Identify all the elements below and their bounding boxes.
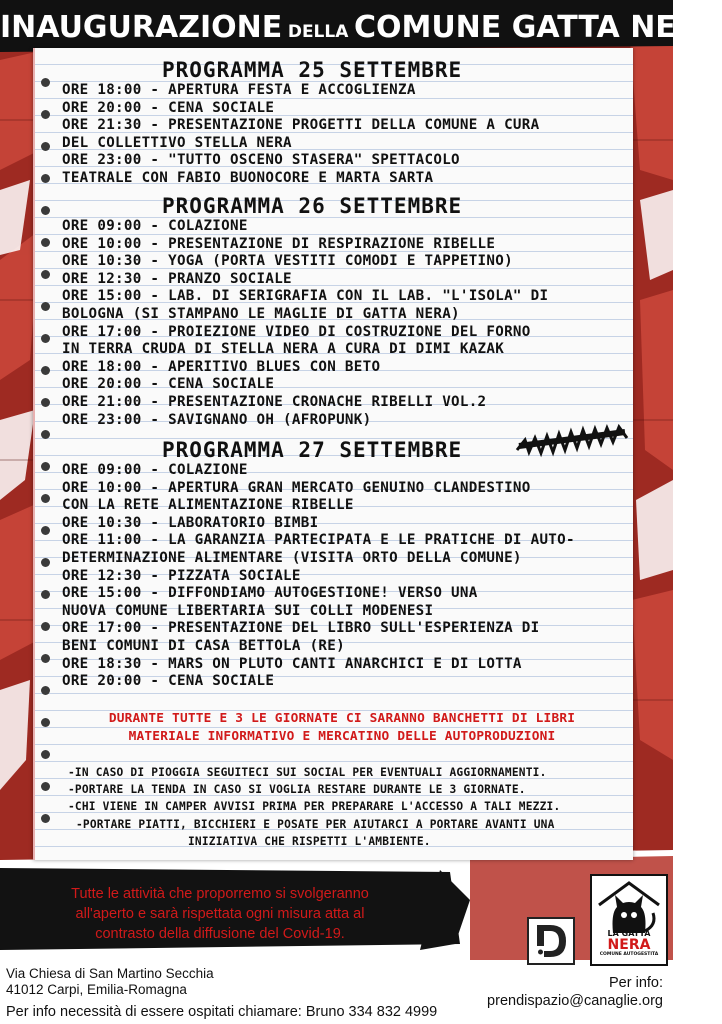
program-line: ORE 18:30 - MARS ON PLUTO CANTI ANARCHICI E DI LOTTA [62, 655, 522, 672]
program-line: ORE 09:00 - COLAZIONE [62, 218, 248, 234]
program-line: ORE 18:00 - APERTURA FESTA E ACCOGLIENZA [62, 82, 416, 98]
binder-hole [41, 78, 50, 87]
program-line: DETERMINAZIONE ALIMENTARE (VISITA ORTO DELLA COMUNE) [62, 549, 522, 566]
program-title: PROGRAMMA 26 SETTEMBRE [162, 194, 463, 218]
notice-line: DURANTE TUTTE E 3 LE GIORNATE CI SARANNO BANCHETTI DI LIBRI [108, 711, 576, 726]
binder-hole [41, 142, 50, 151]
covid-line: all'aperto e sarà rispettata ogni misura atta al [75, 906, 365, 922]
note-line: -PORTARE PIATTI, BICCHIERI E POSATE PER AIUTARCI A PORTARE AVANTI UNA [76, 817, 555, 831]
program-line: ORE 23:00 - SAVIGNANO OH (AFROPUNK) [62, 411, 372, 428]
binder-hole [41, 654, 50, 663]
binder-hole [41, 398, 50, 407]
program-25 [62, 58, 539, 188]
covid-line: contrasto della diffusione del Covid-19. [95, 926, 345, 942]
note-line: -PORTARE LA TENDA IN CASO SI VOGLIA RESTARE DURANTE LE 3 GIORNATE. [68, 783, 526, 797]
logo-text-3: COMUNE AUTOGESTITA [599, 952, 659, 957]
page-title [0, 10, 722, 45]
program-line: ORE 20:00 - CENA SOCIALE [62, 673, 275, 690]
binder-hole [41, 782, 50, 791]
binder-hole [41, 558, 50, 567]
program-line: ORE 20:00 - CENA SOCIALE [62, 99, 275, 116]
note-line: -IN CASO DI PIOGGIA SEGUITECI SUI SOCIAL PER EVENTUALI AGGIORNAMENTI. [68, 766, 547, 779]
binder-hole [41, 622, 50, 631]
logo-text-2: NERA [607, 937, 651, 953]
title-part-3: COMUNE GATTA NERA [353, 10, 722, 45]
binder-hole [41, 366, 50, 375]
program-line: ORE 15:00 - DIFFONDIAMO AUTOGESTIONE! VERSO UNA [62, 585, 478, 602]
binder-hole [41, 238, 50, 247]
program-line: ORE 10:00 - APERTURA GRAN MERCATO GENUINO CLANDESTINO [62, 479, 531, 496]
program-line: ORE 09:00 - COLAZIONE [62, 462, 248, 478]
binder-hole [41, 686, 50, 695]
program-line: ORE 12:30 - PIZZATA SOCIALE [62, 567, 301, 584]
program-line: TEATRALE CON FABIO BUONOCORE E MARTA SARTA [62, 169, 434, 186]
address-line: 41012 Carpi, Emilia-Romagna [6, 982, 187, 997]
logo-text-1: LA GATTA [607, 929, 651, 938]
program-title: PROGRAMMA 25 SETTEMBRE [162, 58, 463, 82]
binder-hole [41, 750, 50, 759]
note-line: INIZIATIVA CHE RISPETTI L'AMBIENTE. [188, 834, 431, 848]
binder-hole [41, 494, 50, 503]
binder-hole [41, 430, 50, 439]
note-line: -CHI VIENE IN CAMPER AVVISI PRIMA PER PREPARARE L'ACCESSO A TALI MEZZI. [68, 800, 561, 814]
contact-label: Per info: [609, 975, 663, 991]
binder-hole [41, 590, 50, 599]
title-part-2: DELLA [287, 22, 349, 42]
contact-info [487, 974, 663, 1010]
address [6, 966, 214, 998]
program-27 [62, 438, 575, 691]
program-line: ORE 17:00 - PRESENTAZIONE DEL LIBRO SULL'ESPERIENZA DI [62, 620, 540, 637]
title-part-1: INAUGURAZIONE [0, 10, 283, 45]
program-line: NUOVA COMUNE LIBERTARIA SUI COLLI MODENESI [62, 602, 434, 619]
program-line: ORE 23:00 - "TUTTO OSCENO STASERA" SPETTACOLO [62, 152, 460, 169]
stalls-notice [62, 710, 622, 746]
program-line: ORE 10:30 - YOGA (PORTA VESTITI COMODI E TAPPETINO) [62, 253, 513, 270]
program-line: ORE 18:00 - APERITIVO BLUES CON BETO [62, 358, 381, 375]
binder-hole [41, 110, 50, 119]
binder-hole [41, 718, 50, 727]
program-line: ORE 11:00 - LA GARANZIA PARTECIPATA E LE PRATICHE DI AUTO- [62, 532, 575, 549]
binder-hole [41, 270, 50, 279]
program-line: CON LA RETE ALIMENTAZIONE RIBELLE [62, 497, 354, 514]
prendi-spazio-logo [528, 918, 574, 964]
program-line: ORE 12:30 - PRANZO SOCIALE [62, 270, 292, 287]
program-line: ORE 10:00 - PRESENTAZIONE DI RESPIRAZIONE RIBELLE [62, 235, 496, 252]
program-line: ORE 21:30 - PRESENTAZIONE PROGETTI DELLA COMUNE A CURA [62, 117, 540, 134]
covid-line: Tutte le attività che proporremo si svolgeranno [71, 886, 369, 902]
program-line: ORE 10:30 - LABORATORIO BIMBI [62, 514, 319, 531]
program-line: BENI COMUNI DI CASA BETTOLA (RE) [62, 637, 345, 654]
footer-phone: Per info necessità di essere ospitati chiamare: Bruno 334 832 4999 [6, 1004, 438, 1020]
program-line: ORE 17:00 - PROIEZIONE VIDEO DI COSTRUZIONE DEL FORNO [62, 323, 531, 340]
binder-hole [41, 334, 50, 343]
notice-line: MATERIALE INFORMATIVO E MERCATINO DELLE AUTOPRODUZIONI [128, 729, 556, 744]
program-line: ORE 21:00 - PRESENTAZIONE CRONACHE RIBELLI VOL.2 [62, 393, 487, 410]
program-26 [62, 194, 548, 429]
binder-hole [41, 302, 50, 311]
binder-hole [41, 526, 50, 535]
binder-hole [41, 206, 50, 215]
program-line: BOLOGNA (SI STAMPANO LE MAGLIE DI GATTA NERA) [62, 305, 460, 322]
address-line: Via Chiesa di San Martino Secchia [6, 966, 214, 981]
program-line: ORE 15:00 - LAB. DI SERIGRAFIA CON IL LAB. "L'ISOLA" DI [62, 288, 549, 305]
binder-hole [41, 814, 50, 823]
program-line: IN TERRA CRUDA DI STELLA NERA A CURA DI DIMI KAZAK [62, 341, 505, 358]
binder-hole [41, 174, 50, 183]
program-title: PROGRAMMA 27 SETTEMBRE [162, 438, 463, 462]
binder-hole [41, 462, 50, 471]
contact-email[interactable]: prendispazio@canaglie.org [487, 993, 663, 1009]
program-line: DEL COLLETTIVO STELLA NERA [62, 134, 292, 151]
practical-notes [68, 764, 623, 850]
gatta-nera-logo [591, 875, 667, 965]
covid-notice [0, 884, 440, 944]
program-line: ORE 20:00 - CENA SOCIALE [62, 376, 275, 393]
